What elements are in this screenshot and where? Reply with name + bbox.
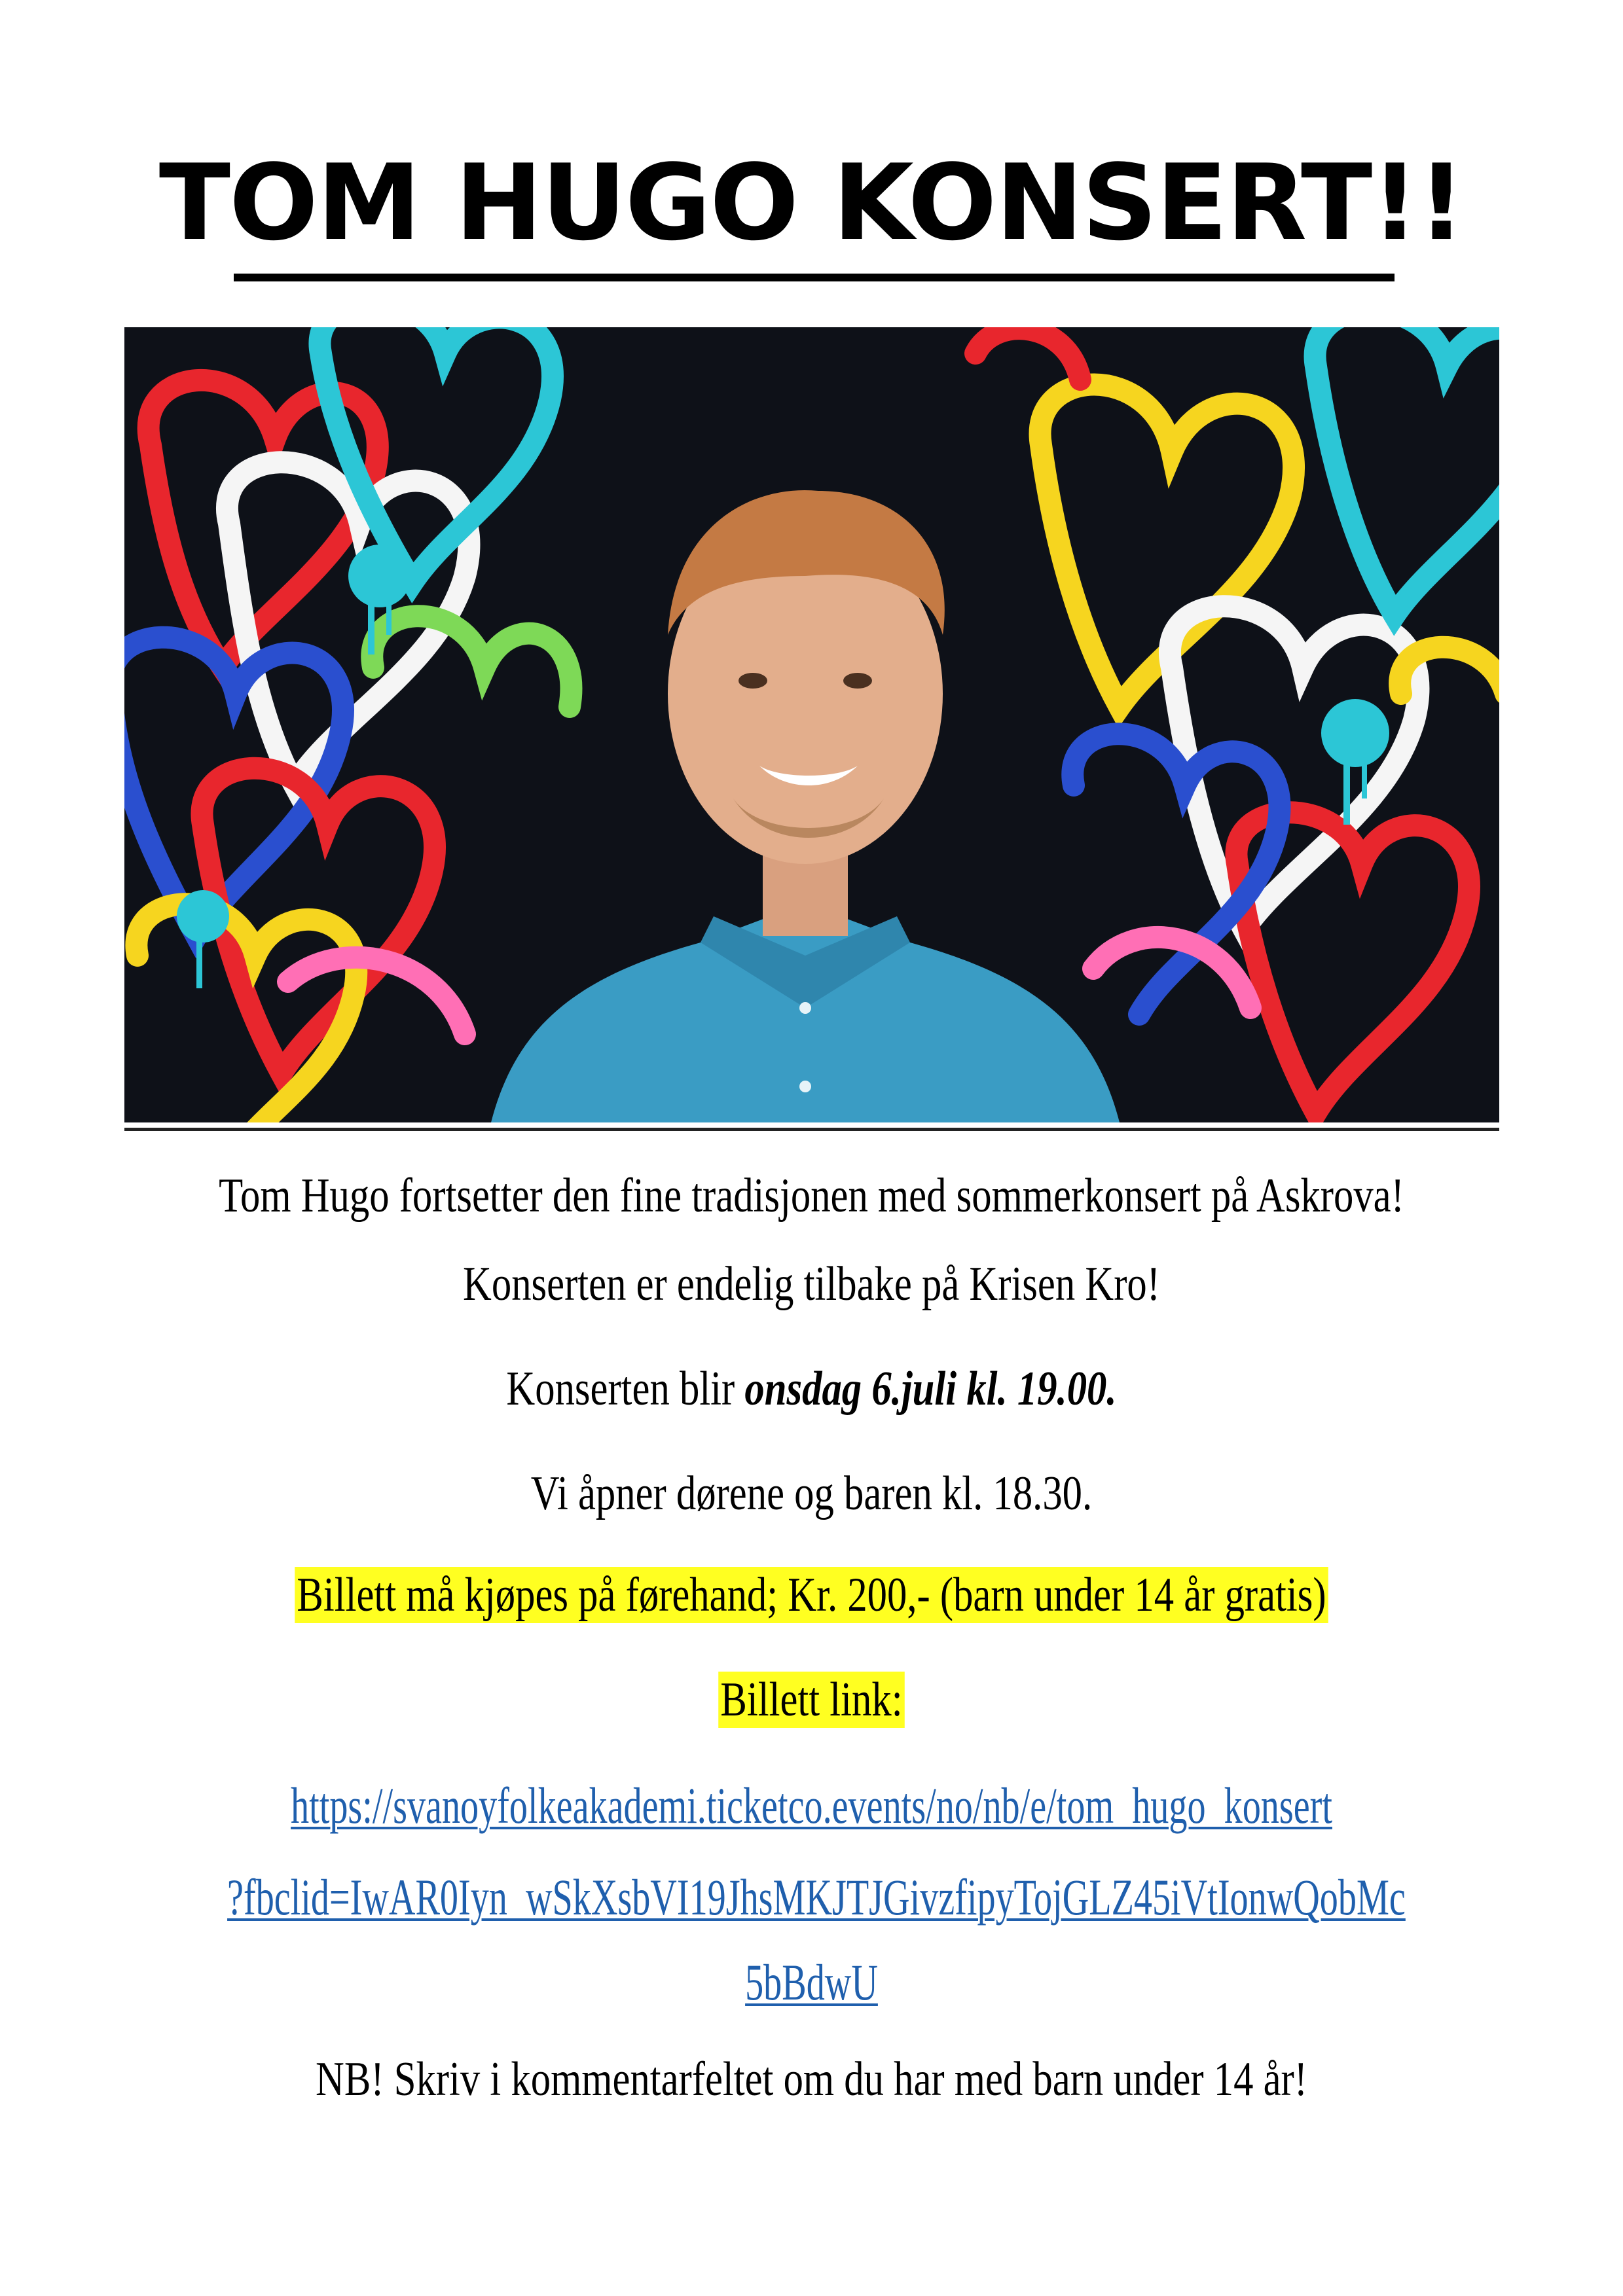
- ticket-link-label-highlight: Billett link:: [718, 1672, 905, 1728]
- footer-note: NB! Skriv i kommentarfeltet om du har med barn under 14 år!: [316, 2053, 1307, 2106]
- ticket-url-line-2[interactable]: ?fbclid=IwAR0Iyn_wSkXsbVI19JhsMKJTJGivzfipyTojGLZ45iVtIonwQobMc: [227, 1869, 1406, 1926]
- doors-open: Vi åpner dørene og baren kl. 18.30.: [530, 1467, 1093, 1520]
- concert-date-emphasis: onsdag 6.juli kl. 19.00.: [744, 1362, 1117, 1416]
- concert-date: [146, 1362, 1477, 1416]
- title-underline: [234, 274, 1395, 281]
- ticket-notice: [146, 1568, 1477, 1622]
- artist-photo: [124, 327, 1499, 1122]
- ticket-url-line-1[interactable]: https://svanoyfolkeakademi.ticketco.events/no/nb/e/tom_hugo_konsert: [291, 1777, 1332, 1834]
- concert-date-prefix: Konserten blir: [506, 1362, 745, 1416]
- intro-line-2: Konserten er endelig tilbake på Krisen Kro!: [463, 1257, 1160, 1311]
- ticket-url-line-3[interactable]: 5bBdwU: [745, 1954, 878, 2011]
- ticket-notice-highlight: Billett må kjøpes på førehand; Kr. 200,- (barn under 14 år gratis): [295, 1567, 1328, 1623]
- ticket-link-label: [146, 1673, 1477, 1727]
- photo-divider: [124, 1128, 1499, 1131]
- page-title: TOM HUGO KONSERT!!: [158, 141, 1465, 264]
- intro-line-1: Tom Hugo fortsetter den fine tradisjonen med sommerkonsert på Askrova!: [219, 1169, 1404, 1223]
